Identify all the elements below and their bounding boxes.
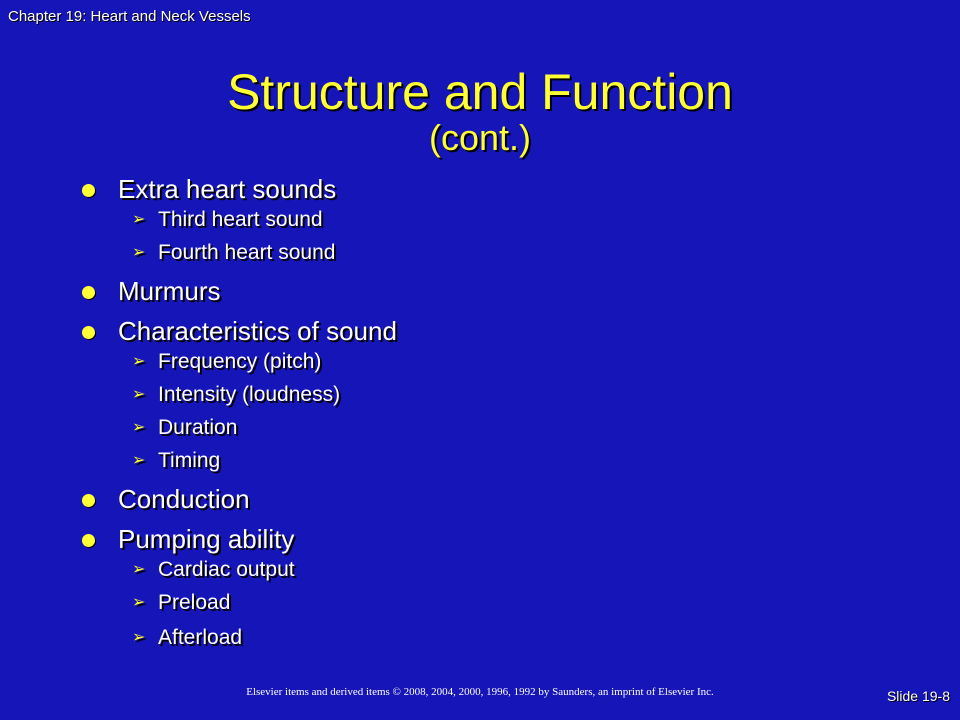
bullet-text: Characteristics of sound [118,316,397,346]
sub-bullet-item [80,414,900,447]
arrow-bullet-icon: ➢ [132,211,146,228]
sub-bullet-item [80,589,900,622]
bullet-item [80,482,900,516]
bullet-text: Extra heart sounds [118,174,337,204]
arrow-bullet-icon: ➢ [132,629,146,646]
slide-number: Slide 19-8 [886,688,950,704]
bullet-item [80,274,900,308]
sub-bullet-item [80,239,900,272]
sub-bullet-item [80,447,900,480]
arrow-bullet-icon: ➢ [132,561,146,578]
sub-bullet-item [80,381,900,414]
bullet-dot-icon [82,494,95,507]
sub-bullet-text: Afterload [158,626,243,649]
sub-bullet-item [80,556,900,589]
bullet-item [80,522,900,556]
bullet-list [80,172,900,657]
sub-bullet-item [80,206,900,239]
arrow-bullet-icon: ➢ [132,386,146,403]
bullet-dot-icon [82,534,95,547]
sub-bullet-item [80,348,900,381]
sub-bullet-text: Preload [158,591,231,614]
sub-bullet-text: Cardiac output [158,558,295,581]
bullet-item [80,172,900,206]
sub-bullet-item [80,624,900,657]
chapter-label: Chapter 19: Heart and Neck Vessels [8,8,251,25]
sub-bullet-text: Duration [158,416,238,439]
copyright-footer: Elsevier items and derived items © 2008, 2004, 2000, 1996, 1992 by Saunders, an imprint of Elsevier Inc. [246,686,714,698]
sub-bullet-text: Fourth heart sound [158,241,336,264]
sub-bullet-text: Timing [158,449,221,472]
arrow-bullet-icon: ➢ [132,244,146,261]
bullet-text: Murmurs [118,276,221,306]
slide-title: Structure and Function [227,64,733,120]
arrow-bullet-icon: ➢ [132,353,146,370]
slide-subtitle: (cont.) [428,117,532,158]
arrow-bullet-icon: ➢ [132,419,146,436]
sub-bullet-text: Intensity (loudness) [158,383,341,406]
bullet-text: Conduction [118,484,250,514]
bullet-dot-icon [82,286,95,299]
bullet-dot-icon [82,326,95,339]
bullet-text: Pumping ability [118,524,295,554]
bullet-dot-icon [82,184,95,197]
arrow-bullet-icon: ➢ [132,594,146,611]
sub-bullet-text: Third heart sound [158,208,323,231]
arrow-bullet-icon: ➢ [132,452,146,469]
bullet-item [80,314,900,348]
sub-bullet-text: Frequency (pitch) [158,350,322,373]
